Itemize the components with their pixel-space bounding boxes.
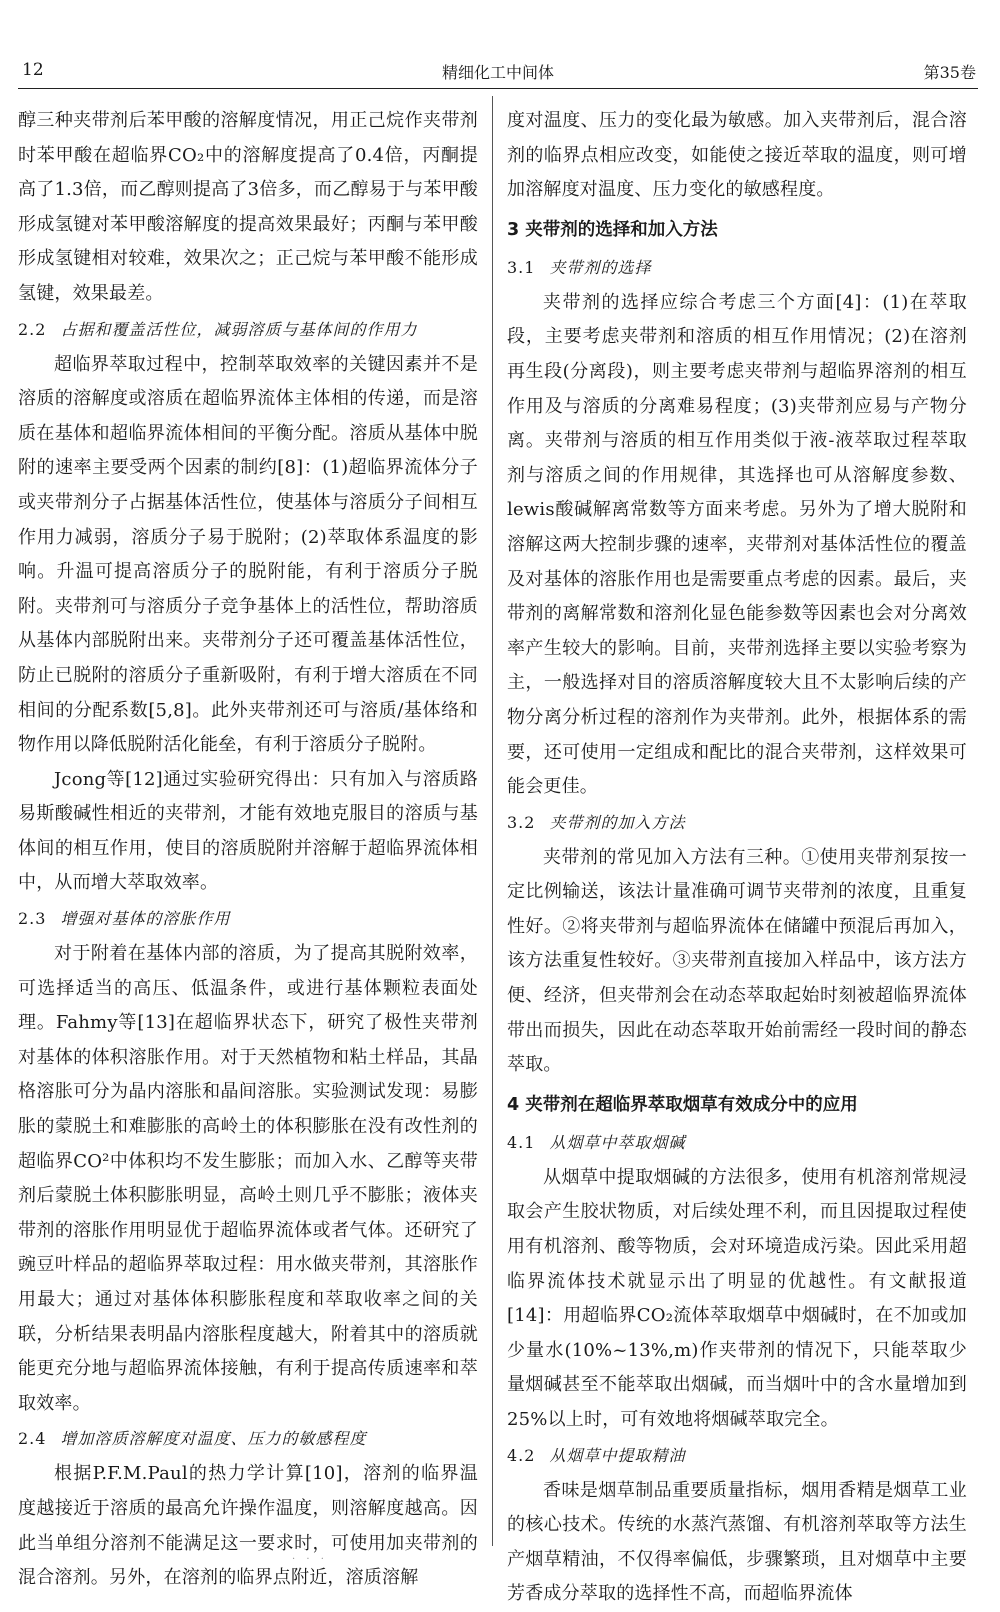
- journal-title: 精细化工中间体: [441, 63, 554, 82]
- subsection-heading-4-1: [507, 1125, 967, 1161]
- column-divider: [492, 96, 493, 1546]
- section-heading-3: 3 夹带剂的选择和加入方法: [507, 219, 718, 240]
- right-column: [507, 104, 967, 1605]
- subsection-number: 3.1: [507, 257, 536, 277]
- subsection-heading-3-1: [507, 250, 967, 286]
- subsection-number: 4.1: [507, 1132, 536, 1152]
- page-number: 12: [22, 60, 44, 80]
- paragraph: 夹带剂的选择应综合考虑三个方面[4]：(1)在萃取段，主要考虑夹带剂和溶质的相互作用情况；(2)在溶剂再生段(分离段)，则主要考虑夹带剂与超临界溶剂的相互作用及与溶质的分离难易程度；(3)夹带剂应易与产物分离。夹带剂与溶质的相互作用类似于液-液萃取过程萃取剂与溶质之间的作用规律，其选择也可从溶解度参数、lewis酸碱解离常数等方面来考虑。另外为了增大脱附和溶解这两大控制步骤的速率，夹带剂对基体活性位的覆盖及对基体的溶胀作用也是需要重点考虑的因素。最后，夹带剂的离解常数和溶剂化显色能参数等因素也会对分离效率产生较大的影响。目前，夹带剂选择主要以实验考察为主，一般选择对目的溶质溶解度较大且不太影响后续的产物分离分析过程的溶剂作为夹带剂。此外，根据体系的需要，还可使用一定组成和配比的混合夹带剂，这样效果可能会更佳。: [507, 291, 967, 798]
- subsection-number: 4.2: [507, 1445, 536, 1465]
- paragraph: 醇三种夹带剂后苯甲酸的溶解度情况，用正己烷作夹带剂时苯甲酸在超临界CO₂中的溶解度提高了0.4倍，丙酮提高了1.3倍，而乙醇则提高了3倍多，而乙醇易于与苯甲酸形成氢键对苯甲酸溶解度的提高效果最好；丙酮与苯甲酸形成氢键相对较难，效果次之；正己烷与苯甲酸不能形成氢键，效果最差。: [18, 110, 478, 304]
- subsection-heading-2-2: [18, 312, 478, 348]
- subsection-heading-3-2: [507, 805, 967, 841]
- running-header: [18, 58, 978, 89]
- subsection-title: 增加溶质溶解度对温度、压力的敏感程度: [60, 1429, 367, 1449]
- subsection-number: 2.2: [18, 319, 47, 339]
- paragraph: 度对温度、压力的变化最为敏感。加入夹带剂后，混合溶剂的临界点相应改变，如能使之接近萃取的温度，则可增加溶解度对温度、压力变化的敏感程度。: [507, 110, 967, 201]
- subsection-title: 夹带剂的加入方法: [549, 812, 686, 832]
- subsection-title: 增强对基体的溶胀作用: [60, 909, 231, 929]
- subsection-number: 2.3: [18, 909, 47, 929]
- section-heading-4: 4 夹带剂在超临界萃取烟草有效成分中的应用: [507, 1094, 858, 1115]
- paragraph: 根据P.F.M.Paul的热力学计算[10]，溶剂的临界温度越接近于溶质的最高允许操作温度，则溶解度越高。因此当单组分溶剂不能满足这一要求时，可使用加夹带剂的混合溶剂。另外，在溶剂的临界点附近，溶质溶解: [18, 1463, 478, 1589]
- paragraph: 从烟草中提取烟碱的方法很多，使用有机溶剂常规浸取会产生胶状物质，对后续处理不利，而且因提取过程使用有机溶剂、酸等物质，会对环境造成污染。因此采用超临界流体技术就显示出了明显的优越性。有文献报道[14]：用超临界CO₂流体萃取烟草中烟碱时，在不加或加少量水(10%~13%,m)作夹带剂的情况下，只能萃取少量烟碱甚至不能萃取出烟碱，而当烟叶中的含水量增加到25%以上时，可有效地将烟碱萃取完全。: [507, 1166, 967, 1430]
- paragraph: 香味是烟草制品重要质量指标，烟用香精是烟草工业的核心技术。传统的水蒸汽蒸馏、有机溶剂萃取等方法生产烟草精油，不仅得率偏低，步骤繁琐，且对烟草中主要芳香成分萃取的选择性不高，而超临界流体: [507, 1479, 967, 1605]
- paragraph: 对于附着在基体内部的溶质，为了提高其脱附效率，可选择适当的高压、低温条件，或进行基体颗粒表面处理。Fahmy等[13]在超临界状态下，研究了极性夹带剂对基体的体积溶胀作用。对于天然植物和粘土样品，其晶格溶胀可分为晶内溶胀和晶间溶胀。实验测试发现：易膨胀的蒙脱土和难膨胀的高岭土的体积膨胀在没有改性剂的超临界CO²中体积均不发生膨胀；而加入水、乙醇等夹带剂后蒙脱土体积膨胀明显，高岭土则几乎不膨胀；液体夹带剂的溶胀作用明显优于超临界流体或者气体。还研究了豌豆叶样品的超临界萃取过程：用水做夹带剂，其溶胀作用最大；通过对基体体积膨胀程度和萃取收率之间的关联，分析结果表明晶内溶胀程度越大，附着其中的溶质就能更充分地与超临界流体接触，有利于提高传质速率和萃取效率。: [18, 943, 478, 1414]
- subsection-number: 2.4: [18, 1429, 47, 1449]
- subsection-heading-2-3: [18, 901, 478, 937]
- left-column: [18, 104, 478, 1589]
- subsection-heading-2-4: [18, 1421, 478, 1457]
- paragraph: 夹带剂的常见加入方法有三种。①使用夹带剂泵按一定比例输送，该法计量准确可调节夹带剂的浓度，且重复性好。②将夹带剂与超临界流体在储罐中预混后再加入，该方法重复性较好。③夹带剂直接加入样品中，该方法方便、经济，但夹带剂会在动态萃取起始时刻被超临界流体带出而损失，因此在动态萃取开始前需经一段时间的静态萃取。: [507, 846, 967, 1076]
- scan-artifact: · · ·: [292, 1554, 328, 1565]
- subsection-number: 3.2: [507, 812, 536, 832]
- subsection-title: 夹带剂的选择: [549, 257, 652, 277]
- volume-label: 第35卷: [923, 63, 976, 82]
- subsection-title: 占据和覆盖活性位，减弱溶质与基体间的作用力: [60, 319, 418, 339]
- subsection-title: 从烟草中萃取烟碱: [549, 1132, 686, 1152]
- paragraph: 超临界萃取过程中，控制萃取效率的关键因素并不是溶质的溶解度或溶质在超临界流体主体相的传递，而是溶质在基体和超临界流体相间的平衡分配。溶质从基体中脱附的速率主要受两个因素的制约[8]：(1)超临界流体分子或夹带剂分子占据基体活性位，使基体与溶质分子间相互作用力减弱，溶质分子易于脱附；(2)萃取体系温度的影响。升温可提高溶质分子的脱附能，有利于溶质分子脱附。夹带剂可与溶质分子竞争基体上的活性位，帮助溶质从基体内部脱附出来。夹带剂分子还可覆盖基体活性位，防止已脱附的溶质分子重新吸附，有利于增大溶质在不同相间的分配系数[5,8]。此外夹带剂还可与溶质/基体络和物作用以降低脱附活化能垒，有利于溶质分子脱附。: [18, 353, 478, 756]
- subsection-heading-4-2: [507, 1438, 967, 1474]
- paragraph: Jcong等[12]通过实验研究得出：只有加入与溶质路易斯酸碱性相近的夹带剂，才能有效地克服目的溶质与基体间的相互作用，使目的溶质脱附并溶解于超临界流体相中，从而增大萃取效率。: [18, 768, 478, 894]
- subsection-title: 从烟草中提取精油: [549, 1445, 686, 1465]
